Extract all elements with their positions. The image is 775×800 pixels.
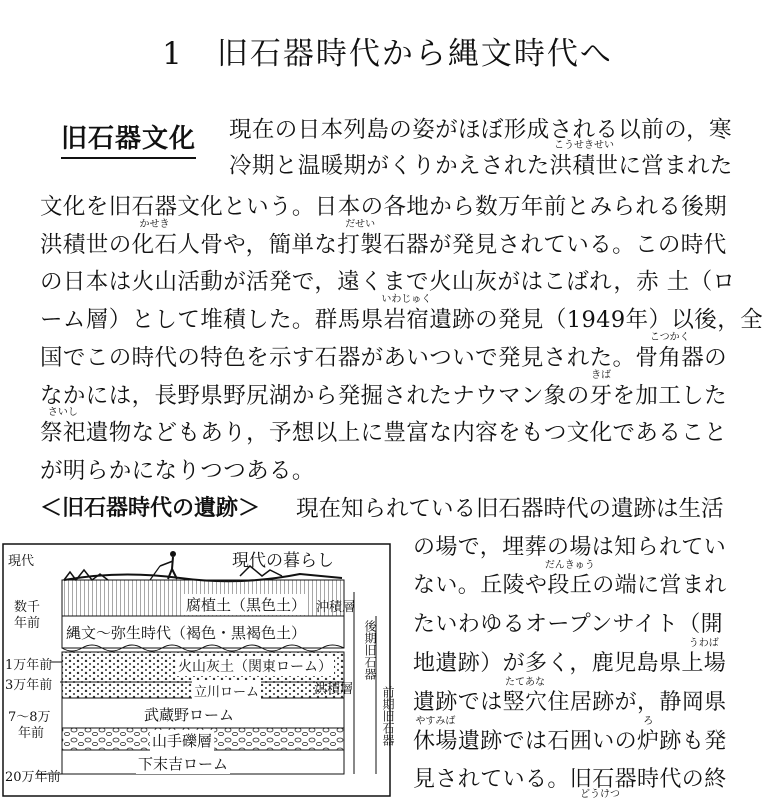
paragraph-line: が明らかになりつつある。: [40, 458, 315, 484]
paragraph-line: 現在知られている旧石器時代の遺跡は生活: [296, 496, 724, 522]
paragraph-line: ない。丘陵や段丘 だんきゅう の端に営まれ: [413, 560, 727, 598]
label-nenmae2: 年前: [18, 726, 45, 741]
label-kosekiso: 洪積層: [314, 682, 354, 697]
label-3man: 3万年前: [5, 678, 53, 693]
paragraph-line: の場で，埋葬の場は知られてい: [413, 535, 727, 560]
paragraph-line: 休場 やすみば 遺跡では石囲いの炉 ろ 跡も発: [413, 716, 727, 754]
chapter-title: 1 旧石器時代から縄文時代へ: [162, 36, 613, 72]
label-surakusen: 数千: [14, 600, 41, 615]
paragraph-line: ーム層）として堆積した。群馬県岩宿 いわじゅく 遺跡の発見（1949年）以後，全: [40, 294, 763, 333]
paragraph-line: の日本は火山活動が活発で，遠くまで火山灰がはこばれ，赤 土（ロ: [40, 269, 736, 295]
paragraph-line: なかには，長野県野尻湖から発掘されたナウマン象の牙 きば を加工した: [40, 370, 728, 409]
subheading: ＜旧石器時代の遺跡＞: [40, 496, 261, 521]
paragraph-line: 文化を旧石器文化という。日本の各地から数万年前とみられる後期: [40, 194, 728, 220]
layer-label-humus: 腐植土（黒色土）: [186, 596, 307, 614]
layer-label-jomon: 縄文〜弥生時代（褐色・黒褐色土）: [66, 624, 307, 642]
layer-label-yamanote: 山手礫層: [152, 732, 213, 750]
label-early-paleolithic: 前期旧石器: [381, 686, 395, 746]
paragraph-line: 遺跡では竪穴 たてあな 住居跡が，静岡県: [413, 677, 727, 715]
label-gendai: 現代: [8, 554, 35, 569]
paragraph-line: たいわゆるオープンサイト（開: [413, 612, 724, 637]
label-chusekiso: 沖積層: [316, 600, 356, 615]
layer-label-volcanic: 火山灰土（関東ローム）: [176, 656, 334, 676]
layer-label-shimosueyoshi: 下末吉ローム: [138, 755, 229, 773]
label-nenmae: 年前: [14, 616, 41, 631]
paragraph-line: 洪積世の化石 かせき 人骨や，簡単な打製 だせい 石器が発見されている。この時代: [40, 219, 727, 258]
layer-label-tachikawa: 立川ローム: [192, 681, 261, 700]
label-1man: 1万年前: [5, 658, 53, 673]
paragraph-line: 冷期と温暖期がくりかえされた洪積世 こうせきせい に営まれた: [229, 140, 733, 179]
stratigraphy-figure: [0, 536, 400, 800]
label-top-caption: 現代の暮らし: [232, 551, 334, 571]
paragraph-line: 国でこの時代の特色を示す石器があいついで発見された。骨角器 こつかく の: [40, 332, 728, 371]
section-heading: 旧石器文化: [61, 118, 196, 159]
paragraph-line: 祭祀 さいし 遺物などもあり，予想以上に豊富な内容をもつ文化であること: [40, 407, 728, 446]
layer-label-musashino: 武蔵野ローム: [144, 706, 235, 724]
ruby-annotation: どうけつ: [580, 789, 620, 800]
paragraph-line: 見されている。旧石器時代の終: [413, 767, 727, 792]
label-78man: 7〜8万: [8, 710, 51, 725]
paragraph-line: 地遺跡）が多く，鹿児島県上場 うわば: [413, 638, 727, 676]
label-late-paleolithic: 後期旧石器: [363, 620, 377, 680]
label-20man: 20万年前: [5, 770, 61, 785]
paragraph-line: 現在の日本列島の姿がほぼ形成される以前の，寒: [229, 117, 732, 143]
